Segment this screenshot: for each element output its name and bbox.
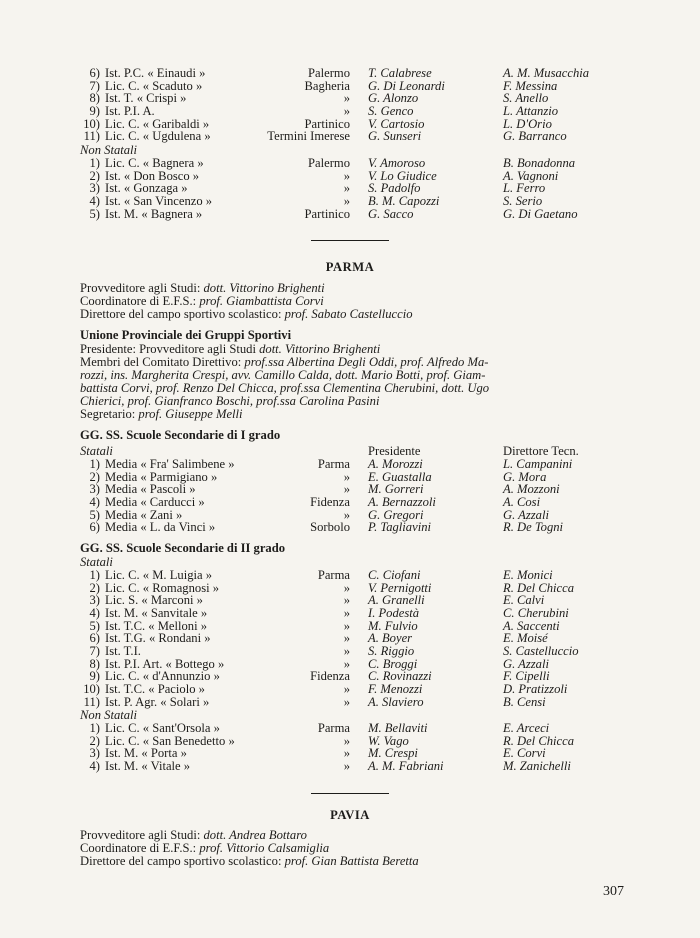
school-name: Media « Parmigiano » bbox=[105, 469, 218, 484]
city-name: » bbox=[343, 746, 350, 761]
president-name: V. Pernigotti bbox=[368, 580, 432, 595]
row-number: 3) bbox=[89, 181, 100, 196]
city-name: » bbox=[343, 580, 350, 595]
coordinatore-name: prof. Vittorio Calsamiglia bbox=[199, 841, 330, 855]
director-name: E. Arceci bbox=[503, 721, 550, 735]
row-number: 8) bbox=[89, 656, 100, 671]
president-name: T. Calabrese bbox=[368, 66, 432, 80]
president-name: V. Lo Giudice bbox=[368, 168, 437, 183]
director-name: S. Anello bbox=[503, 91, 549, 106]
city-name: » bbox=[343, 181, 350, 196]
row-number: 4) bbox=[89, 494, 100, 509]
city-name: » bbox=[343, 193, 350, 208]
director-name: F. Messina bbox=[503, 78, 558, 93]
director-name: S. Serio bbox=[503, 193, 543, 208]
provveditore-label: Provveditore agli Studi: bbox=[80, 828, 201, 842]
school-name: Lic. C. « Garibaldi » bbox=[105, 116, 210, 131]
director-name: A. Vagnoni bbox=[503, 168, 559, 183]
president-name: C. Broggi bbox=[368, 656, 418, 671]
president-name: A. Bernazzoli bbox=[368, 494, 436, 509]
director-name: E. Calvi bbox=[503, 593, 545, 608]
school-name: Ist. P. Agr. « Solari » bbox=[105, 694, 210, 709]
row-number: 6) bbox=[89, 631, 100, 646]
president-name: S. Genco bbox=[368, 103, 414, 118]
school-name: Ist. M. « Vitale » bbox=[105, 758, 191, 773]
director-name: E. Monici bbox=[503, 568, 553, 582]
pavia-title: PAVIA bbox=[330, 808, 370, 822]
row-number: 6) bbox=[89, 66, 100, 80]
row-number: 3) bbox=[89, 593, 100, 608]
president-name: G. Gregori bbox=[368, 507, 424, 522]
president-name: A. Slaviero bbox=[368, 694, 424, 709]
presidente-name: dott. Vittorino Brighenti bbox=[259, 342, 381, 356]
school-name: Ist. M. « Bagnera » bbox=[105, 206, 203, 221]
president-name: A. M. Fabriani bbox=[368, 758, 444, 773]
school-name: Ist. T.G. « Rondani » bbox=[105, 631, 211, 646]
gg1-title: GG. SS. Scuole Secondarie di I grado bbox=[80, 428, 281, 442]
city-name: » bbox=[343, 593, 350, 608]
unione-title: Unione Provinciale dei Gruppi Sportivi bbox=[80, 328, 292, 342]
school-name: Ist. « Gonzaga » bbox=[105, 181, 188, 196]
row-number: 1) bbox=[89, 568, 100, 582]
gg1-statali-label: Statali bbox=[80, 444, 113, 458]
city-name: Fidenza bbox=[310, 669, 350, 684]
school-name: Media « Pascoli » bbox=[105, 482, 196, 497]
row-number: 4) bbox=[89, 605, 100, 620]
school-name: Media « Zani » bbox=[105, 507, 183, 522]
director-name: G. Barranco bbox=[503, 129, 567, 144]
row-number: 5) bbox=[89, 507, 100, 522]
director-name: R. Del Chicca bbox=[503, 733, 574, 748]
director-name: L. D'Orio bbox=[503, 116, 552, 131]
city-name: » bbox=[343, 631, 350, 646]
city-name: » bbox=[343, 656, 350, 671]
president-name: A. Boyer bbox=[368, 631, 413, 646]
president-name: A. Morozzi bbox=[368, 457, 423, 471]
president-name: A. Granelli bbox=[368, 593, 425, 608]
president-name: B. M. Capozzi bbox=[368, 193, 440, 208]
school-name: Ist. T.C. « Melloni » bbox=[105, 618, 208, 633]
membri-text: prof.ssa Albertina Degli Oddi, prof. Alfredo Ma- bbox=[244, 355, 489, 369]
page-number: 307 bbox=[603, 884, 624, 899]
school-name: Ist. T.I. bbox=[105, 643, 141, 658]
row-number: 9) bbox=[89, 669, 100, 684]
city-name: » bbox=[343, 91, 350, 106]
school-name: Lic. C. « Romagnosi » bbox=[105, 580, 220, 595]
city-name: Bagheria bbox=[304, 78, 350, 93]
school-name: Ist. M. « Porta » bbox=[105, 746, 187, 761]
president-name: S. Riggio bbox=[368, 643, 415, 658]
city-name: » bbox=[343, 758, 350, 773]
membri-line-3: battista Corvi, prof. Renzo Del Chicca, prof.ssa Clementina Cherubini, dott. Ugo bbox=[80, 381, 490, 395]
director-name: R. De Togni bbox=[503, 520, 564, 535]
school-name: Ist. P.I. Art. « Bottego » bbox=[105, 656, 225, 671]
city-name: » bbox=[343, 733, 350, 748]
non-statali-label: Non Statali bbox=[80, 143, 138, 157]
row-number: 2) bbox=[89, 469, 100, 484]
school-name: Ist. « San Vincenzo » bbox=[105, 193, 213, 208]
coordinatore-label: Coordinatore di E.F.S.: bbox=[80, 841, 197, 855]
director-name: A. Cosi bbox=[503, 494, 541, 509]
president-name: M. Fulvio bbox=[368, 618, 418, 633]
row-number: 7) bbox=[89, 643, 100, 658]
row-number: 8) bbox=[89, 91, 100, 106]
school-name: Ist. M. « Sanvitale » bbox=[105, 605, 208, 620]
row-number: 3) bbox=[89, 746, 100, 761]
city-name: » bbox=[343, 168, 350, 183]
school-name: Media « Fra' Salimbene » bbox=[105, 457, 235, 471]
school-name: Media « L. da Vinci » bbox=[105, 520, 216, 535]
col-direttore-header: Direttore Tecn. bbox=[503, 444, 579, 458]
city-name: » bbox=[343, 681, 350, 696]
membri-line-2: rozzi, ins. Margherita Crespi, avv. Camillo Calda, dott. Mario Botti, prof. Giam- bbox=[80, 368, 486, 382]
provveditore-label: Provveditore agli Studi: bbox=[80, 281, 201, 295]
president-name: M. Bellaviti bbox=[368, 721, 428, 735]
president-name: G. Di Leonardi bbox=[368, 78, 445, 93]
parma-direttore bbox=[80, 308, 413, 321]
city-name: Parma bbox=[317, 568, 350, 582]
director-name: E. Moisé bbox=[503, 631, 548, 646]
segretario-name: prof. Giuseppe Melli bbox=[138, 407, 243, 421]
city-name: » bbox=[343, 482, 350, 497]
school-name: Ist. T. « Crispi » bbox=[105, 91, 187, 106]
row-number: 4) bbox=[89, 758, 100, 773]
city-name: Parma bbox=[317, 721, 350, 735]
school-name: Ist. P.I. A. bbox=[105, 103, 155, 118]
city-name: » bbox=[343, 618, 350, 633]
city-name: » bbox=[343, 103, 350, 118]
director-name: A. M. Musacchia bbox=[503, 66, 590, 80]
section-divider bbox=[311, 240, 389, 241]
city-name: » bbox=[343, 469, 350, 484]
school-name: Ist. T.C. « Paciolo » bbox=[105, 681, 205, 696]
row-number: 1) bbox=[89, 721, 100, 735]
row-number: 11) bbox=[83, 129, 100, 144]
president-name: G. Sacco bbox=[368, 206, 414, 221]
segretario-label: Segretario: bbox=[80, 407, 136, 421]
president-name: C. Rovinazzi bbox=[368, 669, 432, 684]
row-number: 2) bbox=[89, 168, 100, 183]
city-name: Parma bbox=[317, 457, 350, 471]
director-name: S. Castelluccio bbox=[503, 643, 579, 658]
row-number: 5) bbox=[89, 206, 100, 221]
director-name: A. Saccenti bbox=[503, 618, 560, 633]
row-number: 2) bbox=[89, 733, 100, 748]
president-name: F. Menozzi bbox=[368, 681, 423, 696]
president-name: V. Amoroso bbox=[368, 156, 426, 170]
president-name: I. Podestà bbox=[368, 605, 420, 620]
school-name: Media « Carducci » bbox=[105, 494, 205, 509]
school-name: Lic. C. « Bagnera » bbox=[105, 156, 204, 170]
president-name: W. Vago bbox=[368, 733, 409, 748]
president-name: M. Crespi bbox=[368, 746, 418, 761]
coordinatore-name: prof. Giambattista Corvi bbox=[199, 294, 324, 308]
city-name: » bbox=[343, 643, 350, 658]
row-number: 2) bbox=[89, 580, 100, 595]
row-number: 4) bbox=[89, 193, 100, 208]
city-name: Palermo bbox=[308, 156, 350, 170]
school-name: Ist. « Don Bosco » bbox=[105, 168, 200, 183]
president-name: V. Cartosio bbox=[368, 116, 425, 131]
school-name: Lic. C. « M. Luigia » bbox=[105, 568, 213, 582]
president-name: P. Tagliavini bbox=[368, 520, 431, 535]
direttore-label: Direttore del campo sportivo scolastico: bbox=[80, 854, 282, 868]
director-name: L. Attanzio bbox=[503, 103, 559, 118]
parma-title: PARMA bbox=[325, 260, 375, 274]
school-name: Lic. C. « Sant'Orsola » bbox=[105, 721, 220, 735]
director-name: M. Zanichelli bbox=[503, 758, 571, 773]
director-name: B. Censi bbox=[503, 694, 546, 709]
pavia-direttore bbox=[80, 855, 419, 868]
president-name: G. Sunseri bbox=[368, 129, 422, 144]
section-divider bbox=[311, 793, 389, 794]
row-number: 6) bbox=[89, 520, 100, 535]
segretario bbox=[80, 408, 243, 421]
school-name: Lic. S. « Marconi » bbox=[105, 593, 203, 608]
director-name: L. Campanini bbox=[503, 457, 573, 471]
membri-label: Membri del Comitato Direttivo: bbox=[80, 355, 242, 369]
director-name: C. Cherubini bbox=[503, 605, 569, 620]
row-number: 3) bbox=[89, 482, 100, 497]
director-name: G. Di Gaetano bbox=[503, 206, 578, 221]
president-name: G. Alonzo bbox=[368, 91, 419, 106]
director-name: G. Azzali bbox=[503, 507, 549, 522]
direttore-label: Direttore del campo sportivo scolastico: bbox=[80, 307, 282, 321]
presidente-label: Presidente: Provveditore agli Studi bbox=[80, 342, 256, 356]
row-number: 7) bbox=[89, 78, 100, 93]
provveditore-name: dott. Vittorino Brighenti bbox=[203, 281, 325, 295]
school-name: Lic. C. « Ugdulena » bbox=[105, 129, 211, 144]
director-name: D. Pratizzoli bbox=[503, 681, 568, 696]
gg2-title: GG. SS. Scuole Secondarie di II grado bbox=[80, 541, 286, 555]
city-name: Termini Imerese bbox=[267, 129, 350, 144]
city-name: Partinico bbox=[304, 116, 350, 131]
row-number: 10) bbox=[83, 681, 100, 696]
director-name: L. Ferro bbox=[503, 181, 546, 196]
director-name: E. Corvi bbox=[503, 746, 546, 761]
gg2-statali-label: Statali bbox=[80, 555, 113, 569]
direttore-name: prof. Sabato Castelluccio bbox=[284, 307, 413, 321]
school-name: Lic. C. « Scaduto » bbox=[105, 78, 203, 93]
director-name: G. Azzali bbox=[503, 656, 549, 671]
city-name: Palermo bbox=[308, 66, 350, 80]
row-number: 11) bbox=[83, 694, 100, 709]
row-number: 1) bbox=[89, 457, 100, 471]
city-name: » bbox=[343, 694, 350, 709]
col-presidente-header: Presidente bbox=[368, 444, 421, 458]
membri-line-4: Chierici, prof. Gianfranco Boschi, prof.ssa Carolina Pasini bbox=[80, 394, 380, 408]
president-name: M. Gorreri bbox=[368, 482, 424, 497]
row-number: 1) bbox=[89, 156, 100, 170]
provveditore-name: dott. Andrea Bottaro bbox=[203, 828, 307, 842]
school-name: Ist. P.C. « Einaudi » bbox=[105, 66, 206, 80]
president-name: C. Ciofani bbox=[368, 568, 421, 582]
school-name: Lic. C. « San Benedetto » bbox=[105, 733, 235, 748]
city-name: » bbox=[343, 507, 350, 522]
director-name: F. Cipelli bbox=[503, 669, 550, 684]
city-name: Partinico bbox=[304, 206, 350, 221]
school-name: Lic. C. « d'Annunzio » bbox=[105, 669, 220, 684]
president-name: S. Padolfo bbox=[368, 181, 421, 196]
gg2-non-statali-label: Non Statali bbox=[80, 708, 138, 722]
director-name: G. Mora bbox=[503, 469, 547, 484]
president-name: E. Guastalla bbox=[368, 469, 432, 484]
city-name: Sorbolo bbox=[310, 520, 350, 535]
city-name: Fidenza bbox=[310, 494, 350, 509]
row-number: 10) bbox=[83, 116, 100, 131]
director-name: R. Del Chicca bbox=[503, 580, 574, 595]
coordinatore-label: Coordinatore di E.F.S.: bbox=[80, 294, 197, 308]
row-number: 5) bbox=[89, 618, 100, 633]
direttore-name: prof. Gian Battista Beretta bbox=[284, 854, 419, 868]
director-name: A. Mozzoni bbox=[503, 482, 560, 497]
row-number: 9) bbox=[89, 103, 100, 118]
city-name: » bbox=[343, 605, 350, 620]
director-name: B. Bonadonna bbox=[503, 156, 576, 170]
